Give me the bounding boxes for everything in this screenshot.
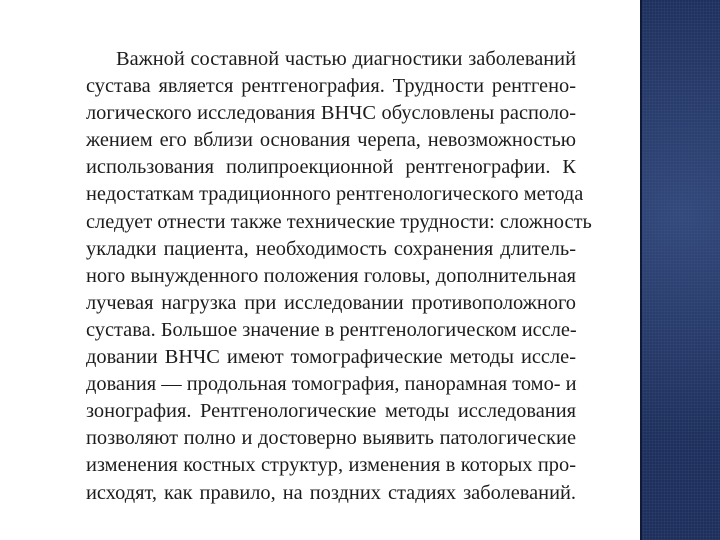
text-line: довании ВНЧС имеют томографические методы иссле- bbox=[86, 346, 576, 369]
text-line: Важной составной частью диагностики заболеваний bbox=[116, 48, 576, 70]
text-line: недостаткам традиционного рентгенологического метода bbox=[86, 183, 584, 206]
text-line: использования полипроекционной рентгенографии. К bbox=[86, 156, 576, 179]
text-line: укладки пациента, необходимость сохранения длитель- bbox=[86, 237, 576, 260]
side-panel-divider bbox=[640, 0, 642, 540]
text-line: сустава является рентгенография. Трудности рентгено- bbox=[86, 75, 576, 98]
scanned-text-block bbox=[86, 46, 592, 507]
text-line: исходят, как правило, на поздних стадиях заболеваний. bbox=[86, 481, 576, 504]
text-line: изменения костных структур, изменения в которых про- bbox=[86, 454, 576, 477]
text-line: зонография. Рентгенологические методы исследования bbox=[86, 400, 576, 423]
text-line: позволяют полно и достоверно выявить патологические bbox=[86, 427, 576, 450]
text-line: лучевая нагрузка при исследовании противоположного bbox=[86, 291, 576, 314]
text-line: сустава. Большое значение в рентгенологическом иссле- bbox=[86, 318, 577, 341]
text-line: дования — продольная томография, панорамная томо- и bbox=[86, 373, 577, 396]
text-line: ного вынужденного положения головы, дополнительная bbox=[86, 264, 576, 287]
text-line: логического исследования ВНЧС обусловлены располо- bbox=[86, 102, 576, 125]
side-decor-panel bbox=[640, 0, 720, 540]
text-line: следует отнести также технические трудности: сложность bbox=[86, 210, 592, 233]
text-line: жением его вблизи основания черепа, невозможностью bbox=[86, 129, 576, 152]
